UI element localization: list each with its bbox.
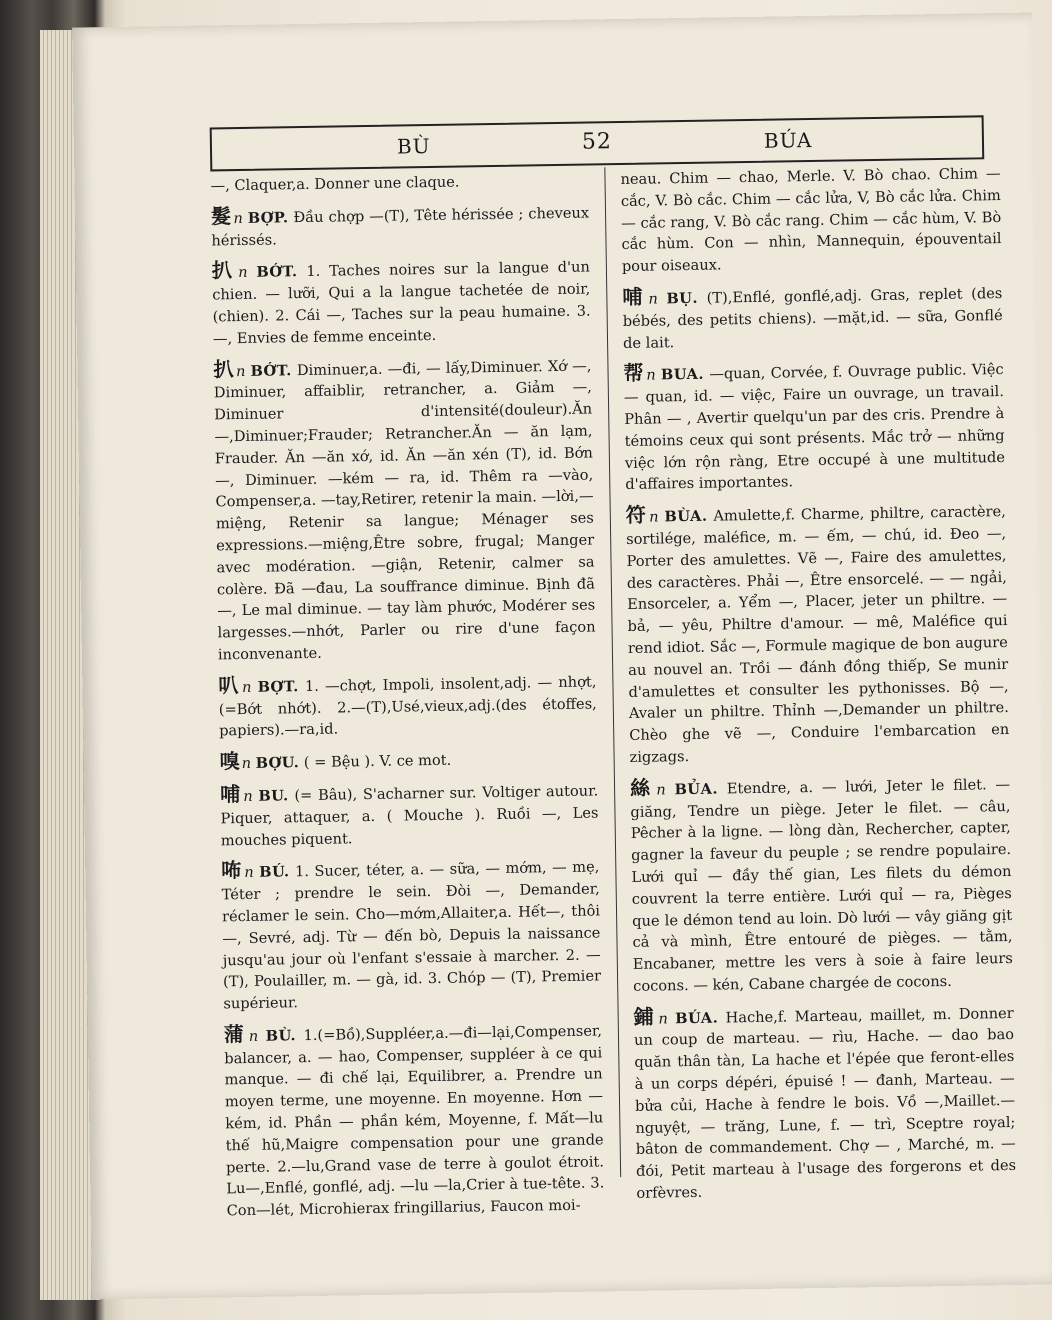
dictionary-entry	[221, 855, 601, 1015]
part-of-speech: n	[241, 678, 252, 696]
dictionary-entry	[634, 1001, 1017, 1205]
headword: BỚT.	[256, 263, 298, 282]
chinese-character: 扒	[211, 258, 237, 283]
chinese-character: 咘	[221, 858, 243, 883]
header-right-word: BÚA	[763, 128, 813, 153]
chinese-character: 髮	[210, 203, 232, 229]
dictionary-entry	[630, 772, 1013, 998]
part-of-speech: n	[233, 209, 243, 227]
running-header	[210, 115, 985, 171]
headword: BỢU.	[255, 754, 300, 772]
headword: BÙA.	[664, 507, 708, 526]
dictionary-entry	[211, 200, 590, 252]
part-of-speech: n	[648, 290, 658, 308]
dictionary-entry	[210, 170, 588, 198]
dictionary-entry	[213, 353, 596, 666]
chinese-character: 絲	[629, 775, 655, 800]
headword: BÙ.	[265, 1027, 297, 1045]
dictionary-entry	[220, 778, 599, 851]
dictionary-entry	[626, 499, 1010, 768]
right-column	[620, 163, 1016, 1214]
part-of-speech: n	[241, 755, 252, 773]
page-number: 52	[581, 129, 613, 155]
headword: BỤ.	[666, 289, 699, 308]
chinese-character: 哺	[622, 284, 647, 309]
part-of-speech: n	[648, 508, 659, 526]
part-of-speech: n	[656, 781, 666, 799]
part-of-speech: n	[646, 366, 656, 385]
entry-text: —, Claquer,a. Donner une claque.	[210, 173, 460, 195]
headword: BUA.	[660, 366, 705, 384]
chinese-character: 扒	[213, 356, 235, 382]
dictionary-entry	[219, 746, 597, 776]
chinese-character: 嗅	[219, 749, 240, 774]
part-of-speech: n	[658, 1010, 668, 1028]
entry-text: 1. Taches noires sur la langue d'un chien. — lưỡi, Qui a la langue tachetée de noir, (chien). 2. Cái —, Taches sur la peau humaine. 3. —, Envies de femme enceinte.	[212, 258, 591, 348]
dictionary-entry	[218, 669, 597, 742]
headword: BỦA.	[674, 780, 719, 798]
chinese-character: 符	[625, 502, 648, 528]
part-of-speech: n	[235, 362, 246, 380]
entry-text: Diminuer,a. —đi, — lấy,Diminuer. Xớ —, Diminuer, affaiblir, retrancher, a. Giảm —, Diminuer d'intensité(douleur).Ăn—,Diminuer;Frauder; Retrancher.Ăn — ăn lạm, Frauder. Ăn —ăn xớ, id. Ăn —ăn xén (T), id. Bớn —, Diminuer. —kém — ra, id. Thêm ra —vào, Compenser,a. —tay,Retirer, retenir la main. —lời,—miệng, Retenir sa langue; Ménager ses expressions.—miệng,Être sobre, frugal; Manger avec modération. —giận, Retenir, calmer sa colère. Đã —đau, La souffrance diminue. Bịnh đã —, Le mal diminue. — tay làm phước, Modérer ses largesses.—nhớt, Parler ou rire d'une façon inconvenante.	[213, 357, 596, 664]
chinese-character: 鋪	[633, 1004, 657, 1029]
part-of-speech: n	[243, 787, 253, 805]
entry-text: 1.(=Bồ),Suppléer,a.—đi—lại,Compenser, balancer, a. — hao, Compenser, suppléer à ce qui manque. — đi chế lại, Equilibrer, a. Prendre un moyen terme, une moyenne. En moyenne. Hơn — kém, id. Phần — phần kém, Moyenne, f. Mất—lu thế hũ,Maigre compensation pour une grande perte. 2.—lu,Grand vase de terre à goulot étroit. Lu—,Enflé, gonflé, adj. —lu —la,Crier à tue-tête. 3. Con—lét, Microhierax fringillarius, Faucon moi-	[224, 1022, 605, 1220]
headword: BU.	[258, 787, 289, 805]
headword: BỢT.	[257, 677, 299, 696]
entry-text: ( = Bệu ). V. ce mot.	[303, 751, 452, 772]
headword: BÚA.	[675, 1009, 719, 1027]
headword: BỚT.	[250, 361, 292, 380]
header-left-word: BÙ	[396, 134, 431, 159]
dictionary-entry	[224, 1018, 605, 1222]
dictionary-entry	[620, 163, 1002, 278]
part-of-speech: n	[238, 264, 248, 282]
part-of-speech: n	[248, 1027, 259, 1045]
entry-text: (T),Enflé, gonflé,adj. Gras, replet (des bébés, des petits chiens). —mặt,id. — sữa, Gonflé de lait.	[622, 285, 1003, 352]
entry-text: Hache,f. Marteau, maillet, m. Donner un coup de marteau. — rìu, Hache. — dao bao quăn thân tàn, La hache et l'épée que feront-elles à un corps dépéri, épuisé ! — đanh, Marteau. — bửa củi, Hache à fendre le bois. Vồ —,Maillet.—nguyệt, — trăng, Lune, f. — trì, Sceptre royal; bâton de commandement. Chợ — , Marché, m. — đói, Petit marteau à l'usage des forgerons et des orfèvres.	[633, 1004, 1017, 1202]
entry-text: (= Bâu), S'acharner sur. Voltiger autour. Piquer, attaquer, a. ( Mouche ). Ruồi —, Les mouches piquent.	[220, 782, 599, 849]
entry-text: Amulette,f. Charme, philtre, caractère, sortilége, maléfice, m. — ếm, — chú, id. Đeo —, Porter des amulettes. Vẽ —, Faire des amulettes, des caractères. Phải —, Être ensorcelé. — — ngải, Ensorceler, a. Yểm —, Placer, jeter un philtre. — bả, — yêu, Philtre d'amour. — mê, Maléfice qui rend idiot. Sắc —, Formule magique de bon augure au nouvel an. Trồi — đánh đồng thiếp, Se munir d'amulettes et consulter les pythonisses. Bộ —, Avaler un philtre. Thỉnh —,Demander un philtre. Chèo ghe vẽ —, Conduire l'embarcation en zigzags.	[626, 503, 1010, 766]
headword: BÚ.	[259, 863, 290, 882]
entry-text: neau. Chim — chao, Merle. V. Bò chao. Chim — cắc, V. Bò cắc. Chim — cắc lửa, V, Bò cắc lửa. Chim — cắc rang, V. Bò cắc rang. Chim — cắc hùm, V. Bò cắc hùm. Con — nhìn, Mannequin, épouventail pour oiseaux.	[620, 165, 1002, 276]
entry-text: Đầu chợp —(T), Tête hérissée ; cheveux hérissés.	[211, 204, 590, 250]
column-divider	[604, 167, 621, 1177]
headword: BỢP.	[247, 209, 289, 227]
dictionary-entry	[622, 281, 1003, 354]
chinese-character: 叭	[218, 672, 241, 698]
left-column	[210, 170, 605, 1232]
chinese-character: 哺	[219, 781, 242, 807]
dictionary-page	[72, 13, 1052, 1300]
entry-text: 1. —chợt, Impoli, insolent,adj. — nhợt,(=Bớt nhớt). 2.—(T),Usé,vieux,adj.(des étoffes, papiers).—ra,id.	[218, 673, 597, 740]
dictionary-entry	[623, 357, 1005, 496]
entry-text: Etendre, a. — lưới, Jeter le filet. — giăng, Tendre un piège. Jeter le filet. — câu, Pêcher à la ligne. — lòng dàn, Rechercher, capter, gagner la faveur du peuple ; se rendre populaire. Lưới quỉ — đầy thế gian, Les filets du démon couvrent la terre entière. Lưới quỉ — ra, Pièges que le démon tend au loin. Dò lưới — vây giăng gịt cả và mình, Être entouré de pièges. — tằm, Encabaner, mettre les vers à soie à faire leurs cocons. — kén, Cabane chargée de cocons.	[630, 775, 1013, 995]
dictionary-entry	[212, 255, 591, 350]
chinese-character: 帮	[623, 361, 645, 386]
entry-text: 1. Sucer, téter, a. — sữa, — mớm, — mẹ, Téter ; prendre le sein. Đòi —, Demander, réclamer le sein. Cho—mớm,Allaiter,a. Hết—, thôi —, Sevré, adj. Từ — đến bò, Depuis la naissance jusqu'au jour où l'enfant s'essaie à marcher. 2. —(T), Poulailler, m. — gà, id. 3. Chóp — (T), Premier supérieur.	[221, 858, 602, 1013]
entry-text: —quan, Corvée, f. Ouvrage public. Việc — quan, id. — việc, Faire un ouvrage, un travail. Phân — , Avertir quelqu'un par des cris. Prendre à témoins ceux qui sont présents. Mắc trở — những việc lớn rộn ràng, Etre occupé à une multitude d'affaires importantes.	[623, 361, 1006, 494]
chinese-character: 蒲	[223, 1021, 247, 1047]
part-of-speech: n	[244, 864, 254, 882]
